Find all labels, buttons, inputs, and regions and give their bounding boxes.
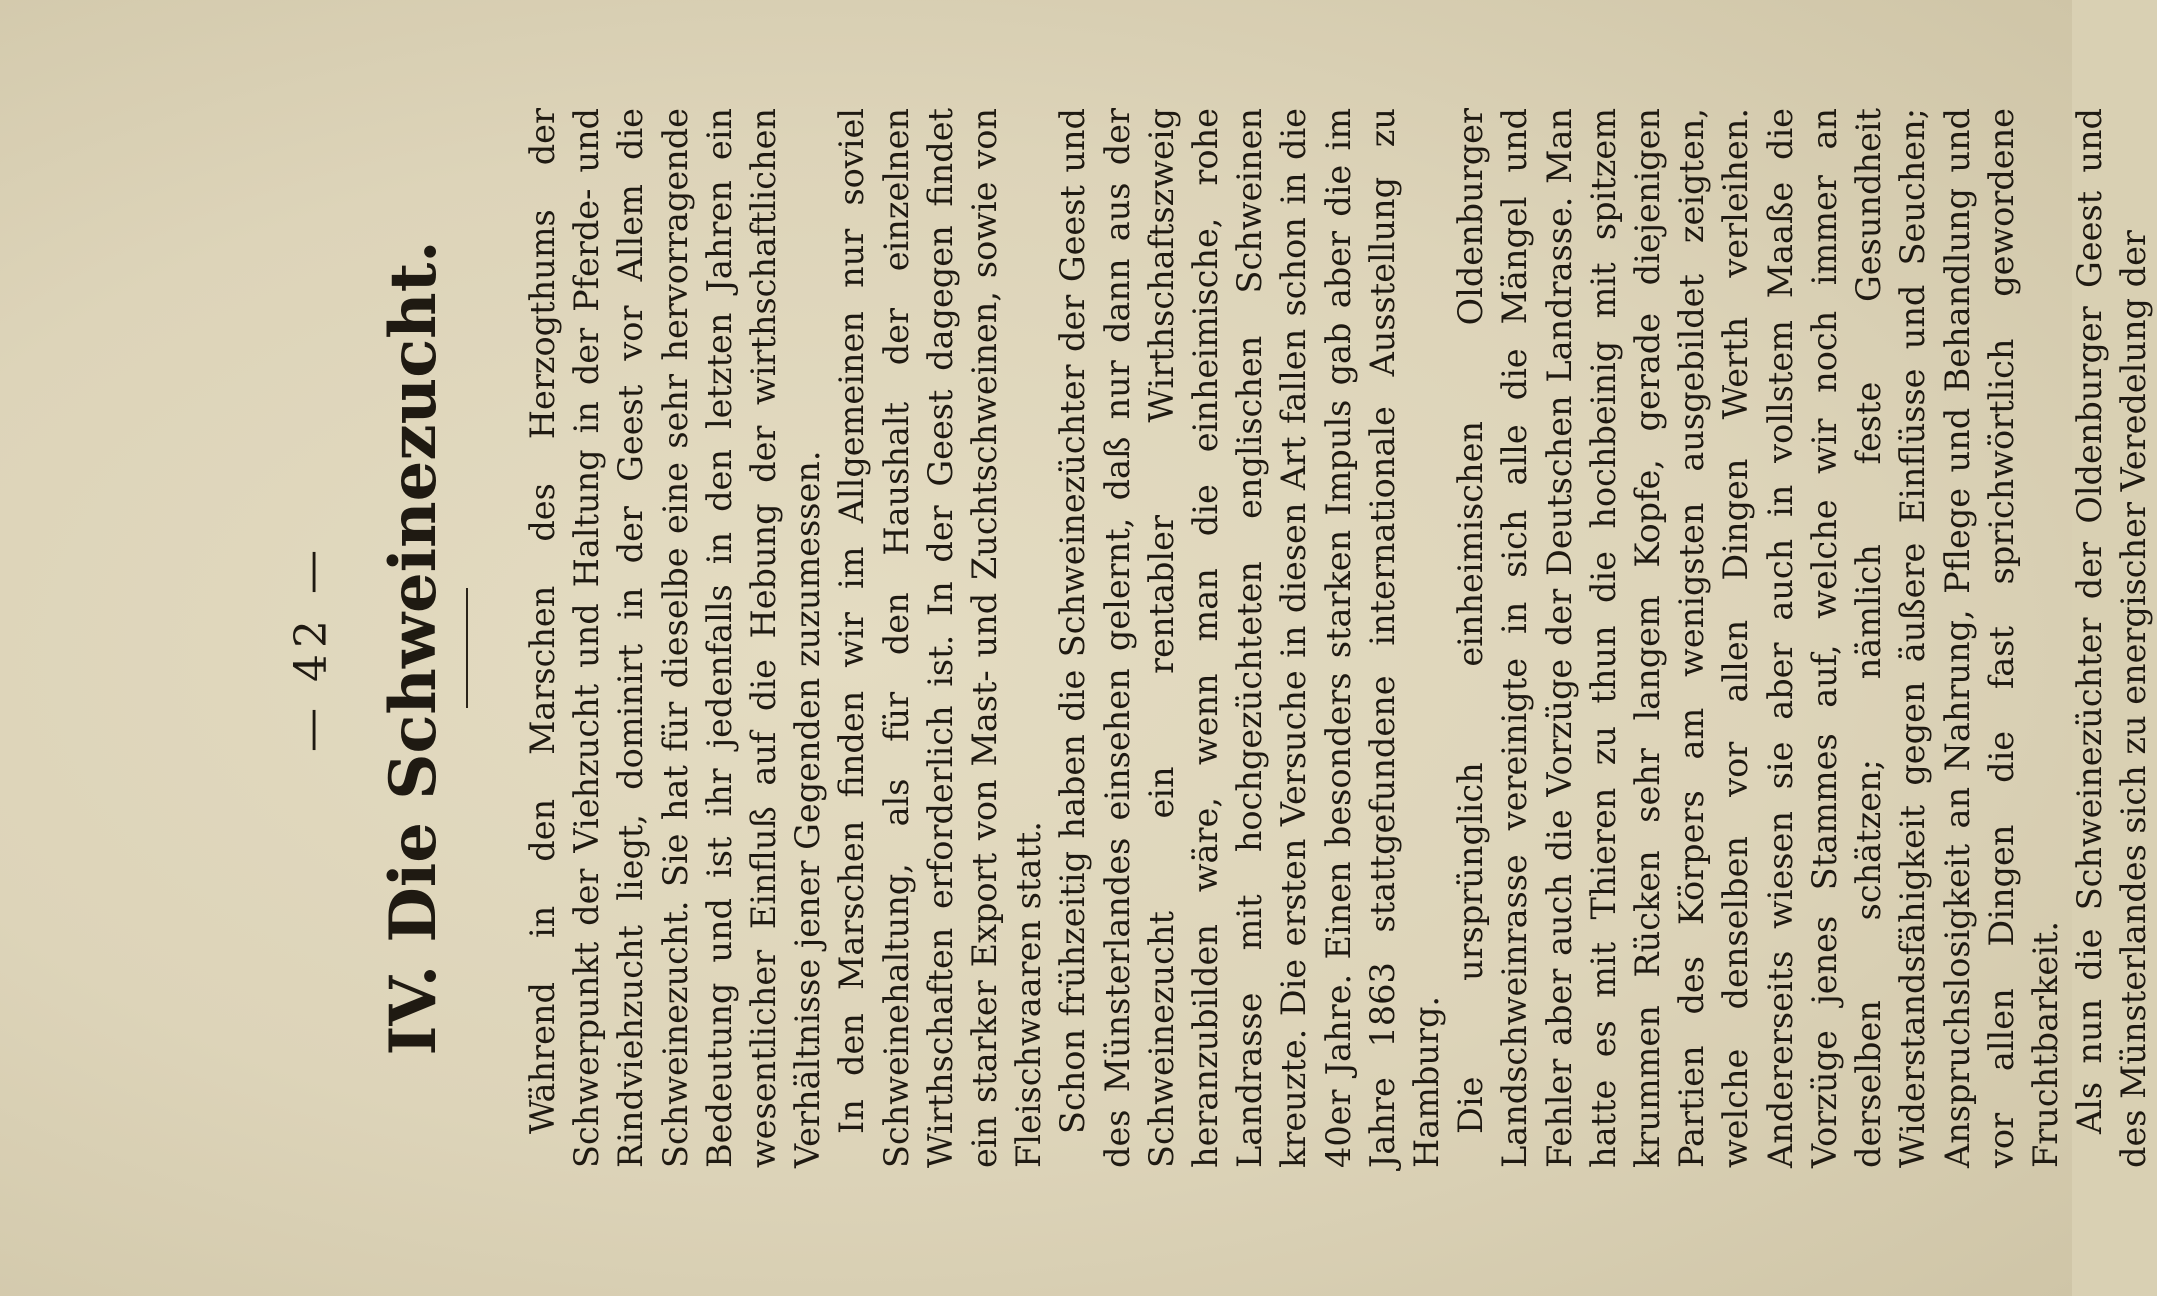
book-page [286,48,2154,1248]
paragraph: Als nun die Schweinezüchter der Oldenburger Geest und des Münsterlandes sich zu energischer Veredelung der [2070,108,2154,1168]
paragraph: Die ursprünglich einheimischen Oldenburger Landschweinrasse vereinigte in sich alle die Mängel und Fehler aber auch die Vorzüge der Deutschen Landrasse. Man hatte es mit Thieren zu thun die hochbeinig mit spitzem krummen Rücken sehr langem Kopfe, gerade diejenigen Partien des Körpers am wenigsten ausgebildet zeigten, welche denselben vor allen Dingen Werth verleihen. Andererseits wiesen sie aber auch in vollstem Maaße die Vorzüge jenes Stammes auf, welche wir noch immer an derselben schätzen; nämlich feste Gesundheit Widerstandsfähigkeit gegen äußere Einflüsse und Seuchen; Anspruchslosigkeit an Nahrung, Pflege und Behandlung und vor allen Dingen die fast sprichwörtlich gewordene Fruchtbarkeit. [1451,108,2065,1168]
heading-divider [466,588,468,708]
chapter-heading: IV. Die Schweinezucht. [376,240,451,1056]
paragraph: Während in den Marschen des Herzogthums der Schwerpunkt der Viehzucht und Haltung in der Pferde- und Rindviehzucht liegt, dominirt in der Geest vor Allem die Schweinezucht. Sie hat für dieselbe eine sehr hervorragende Bedeutung und ist ihr jedenfalls in den letzten Jahren ein wesentlicher Einfluß auf die Hebung der wirthschaftlichen Verhältnisse jener Gegenden zuzumessen. [523,108,828,1168]
page-number: — 42 — [286,544,337,752]
paragraph: In den Marschen finden wir im Allgemeinen nur soviel Schweinehaltung, als für den Haushalt der einzelnen Wirthschaften erforderlich ist. In der Geest dagegen findet ein starker Export von Mast- und Zuchtschweinen, sowie von Fleischwaaren statt. [832,108,1049,1168]
body-text [521,108,2157,1168]
paragraph: Schon frühzeitig haben die Schweinezüchter der Geest und des Münsterlandes einsehen gelernt, daß nur dann aus der Schweinezucht ein rentabler Wirthschaftszweig heranzubilden wäre, wenn man die einheimische, rohe Landrasse mit hochgezüchteten englischen Schweinen kreuzte. Die ersten Versuche in diesen Art fallen schon in die 40er Jahre. Einen besonders starken Impuls gab aber die im Jahre 1863 stattgefundene internationale Ausstellung zu Hamburg. [1053,108,1447,1168]
